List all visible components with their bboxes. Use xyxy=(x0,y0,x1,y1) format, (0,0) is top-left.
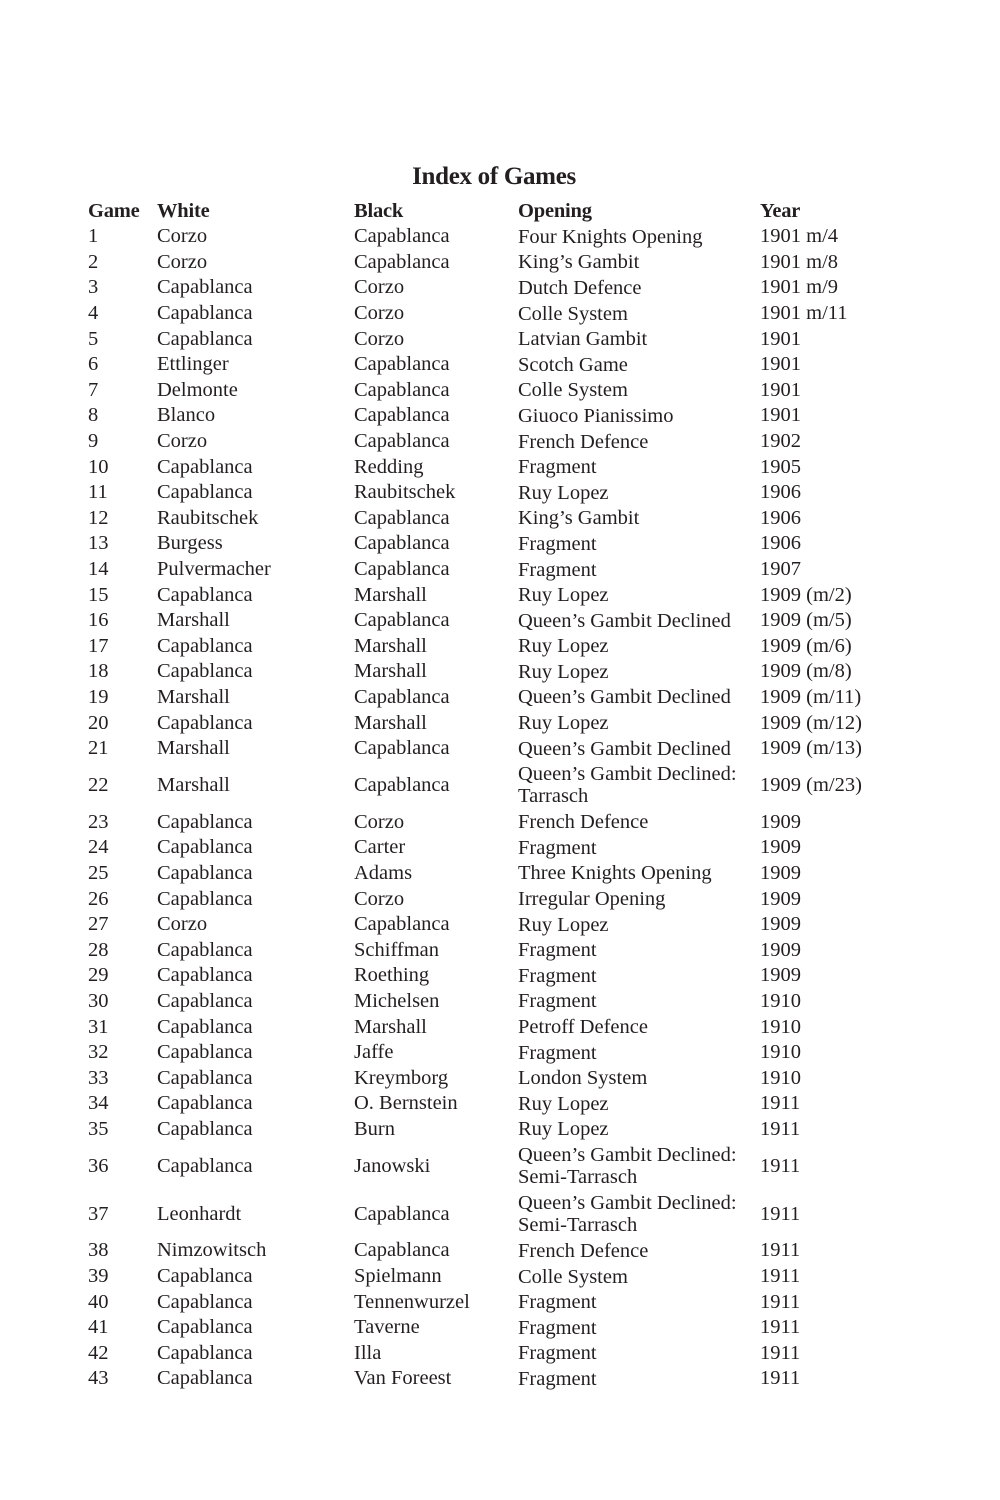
cell-black: Capablanca xyxy=(354,225,450,248)
cell-year: 1911 xyxy=(760,1202,801,1225)
cell-game: 8 xyxy=(88,404,99,427)
table-row xyxy=(88,912,890,938)
cell-opening: Colle System xyxy=(518,302,628,325)
cell-year: 1901 m/11 xyxy=(760,302,848,325)
cell-white: Marshall xyxy=(157,773,230,796)
cell-opening: Four Knights Opening xyxy=(518,225,703,248)
cell-white: Pulvermacher xyxy=(157,558,271,581)
cell-black: Kreymborg xyxy=(354,1066,449,1089)
table-row xyxy=(88,531,890,557)
cell-white: Capablanca xyxy=(157,660,253,683)
cell-white: Leonhardt xyxy=(157,1202,242,1225)
cell-opening: Fragment xyxy=(518,532,597,555)
table-row xyxy=(88,761,890,809)
cell-white: Capablanca xyxy=(157,583,253,606)
cell-year: 1911 xyxy=(760,1154,801,1177)
cell-opening: Queen’s Gambit Declined: Tarrasch xyxy=(518,763,737,808)
cell-opening: Fragment xyxy=(518,939,597,962)
header-game: Game xyxy=(88,199,140,222)
cell-opening: Three Knights Opening xyxy=(518,862,712,885)
cell-game: 17 xyxy=(88,634,109,657)
cell-game: 26 xyxy=(88,887,109,910)
cell-opening: Ruy Lopez xyxy=(518,712,609,735)
games-table-body xyxy=(88,224,890,1392)
cell-opening: Dutch Defence xyxy=(518,276,642,299)
cell-white: Capablanca xyxy=(157,276,253,299)
table-row xyxy=(88,1238,890,1264)
cell-opening: Scotch Game xyxy=(518,353,628,376)
cell-black: Adams xyxy=(354,861,413,884)
table-row xyxy=(88,710,890,736)
cell-opening: Irregular Opening xyxy=(518,888,666,911)
table-row xyxy=(88,659,890,685)
cell-year: 1909 xyxy=(760,836,801,859)
table-row xyxy=(88,1117,890,1143)
table-row xyxy=(88,1190,890,1238)
cell-game: 30 xyxy=(88,989,109,1012)
cell-year: 1909 (m/13) xyxy=(760,737,862,760)
cell-year: 1906 xyxy=(760,532,801,555)
cell-opening: Queen’s Gambit Declined: Semi-Tarrasch xyxy=(518,1192,737,1237)
cell-black: Burn xyxy=(354,1117,395,1140)
cell-white: Capablanca xyxy=(157,861,253,884)
cell-black: Van Foreest xyxy=(354,1367,452,1390)
cell-opening: Fragment xyxy=(518,836,597,859)
cell-game: 40 xyxy=(88,1290,109,1313)
table-row xyxy=(88,1040,890,1066)
cell-game: 11 xyxy=(88,481,108,504)
cell-white: Nimzowitsch xyxy=(157,1239,267,1262)
cell-opening: Fragment xyxy=(518,1367,597,1390)
cell-white: Capablanca xyxy=(157,1290,253,1313)
cell-year: 1909 xyxy=(760,964,801,987)
cell-game: 4 xyxy=(88,302,99,325)
cell-year: 1911 xyxy=(760,1239,801,1262)
cell-game: 20 xyxy=(88,711,109,734)
cell-game: 41 xyxy=(88,1316,109,1339)
cell-year: 1901 xyxy=(760,404,801,427)
cell-game: 36 xyxy=(88,1154,109,1177)
cell-game: 24 xyxy=(88,836,109,859)
cell-year: 1909 xyxy=(760,810,801,833)
cell-opening: King’s Gambit xyxy=(518,251,640,274)
cell-white: Burgess xyxy=(157,532,223,555)
cell-opening: Giuoco Pianissimo xyxy=(518,404,674,427)
cell-black: Capablanca xyxy=(354,558,450,581)
cell-black: Janowski xyxy=(354,1154,431,1177)
cell-black: Marshall xyxy=(354,583,427,606)
cell-year: 1911 xyxy=(760,1265,801,1288)
cell-year: 1905 xyxy=(760,455,801,478)
cell-black: Capablanca xyxy=(354,609,450,632)
cell-year: 1909 (m/11) xyxy=(760,685,862,708)
cell-white: Capablanca xyxy=(157,481,253,504)
cell-black: Tennenwurzel xyxy=(354,1290,470,1313)
cell-black: Corzo xyxy=(354,887,405,910)
header-white: White xyxy=(157,199,210,222)
cell-white: Delmonte xyxy=(157,378,238,401)
table-row xyxy=(88,301,890,327)
cell-game: 10 xyxy=(88,455,109,478)
cell-white: Raubitschek xyxy=(157,506,259,529)
cell-black: Marshall xyxy=(354,1015,427,1038)
cell-white: Marshall xyxy=(157,685,230,708)
cell-game: 5 xyxy=(88,327,99,350)
cell-year: 1909 xyxy=(760,913,801,936)
table-row xyxy=(88,582,890,608)
cell-year: 1901 m/4 xyxy=(760,225,839,248)
cell-black: Taverne xyxy=(354,1316,420,1339)
cell-black: Michelsen xyxy=(354,989,440,1012)
cell-game: 2 xyxy=(88,250,99,273)
cell-white: Corzo xyxy=(157,913,208,936)
cell-year: 1909 xyxy=(760,938,801,961)
cell-black: Jaffe xyxy=(354,1041,394,1064)
cell-year: 1901 m/8 xyxy=(760,250,839,273)
cell-year: 1911 xyxy=(760,1092,801,1115)
cell-year: 1911 xyxy=(760,1316,801,1339)
cell-black: Capablanca xyxy=(354,506,450,529)
cell-white: Capablanca xyxy=(157,302,253,325)
cell-game: 3 xyxy=(88,276,99,299)
cell-game: 27 xyxy=(88,913,109,936)
cell-opening: French Defence xyxy=(518,430,649,453)
cell-white: Marshall xyxy=(157,737,230,760)
cell-black: Capablanca xyxy=(354,430,450,453)
cell-year: 1909 (m/12) xyxy=(760,711,862,734)
cell-black: Roething xyxy=(354,964,430,987)
cell-year: 1911 xyxy=(760,1290,801,1313)
cell-opening: Fragment xyxy=(518,990,597,1013)
cell-year: 1901 xyxy=(760,378,801,401)
cell-year: 1902 xyxy=(760,430,801,453)
cell-opening: Ruy Lopez xyxy=(518,1118,609,1141)
table-header-row xyxy=(88,198,890,224)
cell-opening: Ruy Lopez xyxy=(518,1092,609,1115)
cell-white: Capablanca xyxy=(157,1154,253,1177)
cell-year: 1906 xyxy=(760,481,801,504)
table-row xyxy=(88,1315,890,1341)
table-row xyxy=(88,1264,890,1290)
cell-black: Schiffman xyxy=(354,938,440,961)
table-row xyxy=(88,608,890,634)
cell-opening: French Defence xyxy=(518,1239,649,1262)
cell-white: Capablanca xyxy=(157,1015,253,1038)
cell-white: Marshall xyxy=(157,609,230,632)
cell-black: Carter xyxy=(354,836,406,859)
table-row xyxy=(88,1142,890,1190)
cell-white: Capablanca xyxy=(157,810,253,833)
table-row xyxy=(88,937,890,963)
cell-game: 39 xyxy=(88,1265,109,1288)
cell-game: 16 xyxy=(88,609,109,632)
cell-black: Capablanca xyxy=(354,353,450,376)
table-row xyxy=(88,685,890,711)
cell-white: Capablanca xyxy=(157,1092,253,1115)
cell-black: Capablanca xyxy=(354,913,450,936)
table-row xyxy=(88,736,890,762)
table-row xyxy=(88,224,890,250)
cell-year: 1901 m/9 xyxy=(760,276,839,299)
cell-opening: Fragment xyxy=(518,1291,597,1314)
cell-black: Capablanca xyxy=(354,737,450,760)
table-row xyxy=(88,557,890,583)
table-row xyxy=(88,403,890,429)
cell-white: Ettlinger xyxy=(157,353,229,376)
cell-year: 1911 xyxy=(760,1341,801,1364)
cell-white: Capablanca xyxy=(157,1341,253,1364)
cell-opening: Fragment xyxy=(518,558,597,581)
table-row xyxy=(88,506,890,532)
table-row xyxy=(88,326,890,352)
cell-opening: Queen’s Gambit Declined xyxy=(518,686,731,709)
cell-game: 34 xyxy=(88,1092,109,1115)
table-row xyxy=(88,1091,890,1117)
table-row xyxy=(88,429,890,455)
header-year: Year xyxy=(760,199,801,222)
cell-opening: Ruy Lopez xyxy=(518,481,609,504)
cell-opening: Latvian Gambit xyxy=(518,328,648,351)
cell-opening: Colle System xyxy=(518,379,628,402)
header-black: Black xyxy=(354,199,404,222)
cell-game: 9 xyxy=(88,430,99,453)
cell-game: 15 xyxy=(88,583,109,606)
cell-white: Capablanca xyxy=(157,711,253,734)
table-row xyxy=(88,861,890,887)
table-row xyxy=(88,480,890,506)
cell-year: 1909 (m/2) xyxy=(760,583,852,606)
cell-year: 1909 (m/8) xyxy=(760,660,852,683)
cell-white: Capablanca xyxy=(157,836,253,859)
cell-game: 33 xyxy=(88,1066,109,1089)
cell-white: Capablanca xyxy=(157,938,253,961)
cell-black: Capablanca xyxy=(354,773,450,796)
cell-white: Capablanca xyxy=(157,1316,253,1339)
cell-black: Marshall xyxy=(354,711,427,734)
cell-white: Capablanca xyxy=(157,634,253,657)
cell-black: Corzo xyxy=(354,276,405,299)
table-row xyxy=(88,378,890,404)
cell-black: Marshall xyxy=(354,660,427,683)
cell-white: Capablanca xyxy=(157,455,253,478)
cell-year: 1911 xyxy=(760,1367,801,1390)
table-row xyxy=(88,989,890,1015)
cell-black: Spielmann xyxy=(354,1265,442,1288)
cell-year: 1901 xyxy=(760,353,801,376)
cell-year: 1907 xyxy=(760,558,801,581)
cell-white: Corzo xyxy=(157,250,208,273)
table-row xyxy=(88,1065,890,1091)
table-row xyxy=(88,886,890,912)
cell-black: Corzo xyxy=(354,810,405,833)
cell-year: 1901 xyxy=(760,327,801,350)
cell-opening: Petroff Defence xyxy=(518,1016,648,1039)
table-row xyxy=(88,275,890,301)
table-row xyxy=(88,1289,890,1315)
cell-opening: Queen’s Gambit Declined xyxy=(518,737,731,760)
cell-game: 6 xyxy=(88,353,99,376)
cell-year: 1909 (m/5) xyxy=(760,609,852,632)
cell-game: 31 xyxy=(88,1015,109,1038)
cell-opening: Fragment xyxy=(518,964,597,987)
cell-black: Raubitschek xyxy=(354,481,456,504)
cell-black: Capablanca xyxy=(354,404,450,427)
cell-black: Corzo xyxy=(354,302,405,325)
cell-white: Capablanca xyxy=(157,1117,253,1140)
cell-white: Corzo xyxy=(157,430,208,453)
cell-opening: Fragment xyxy=(518,456,597,479)
cell-game: 25 xyxy=(88,861,109,884)
cell-black: O. Bernstein xyxy=(354,1092,458,1115)
cell-opening: Ruy Lopez xyxy=(518,584,609,607)
cell-opening: London System xyxy=(518,1067,648,1090)
cell-game: 12 xyxy=(88,506,109,529)
cell-black: Redding xyxy=(354,455,424,478)
cell-white: Capablanca xyxy=(157,1265,253,1288)
cell-game: 23 xyxy=(88,810,109,833)
cell-opening: King’s Gambit xyxy=(518,507,640,530)
cell-white: Capablanca xyxy=(157,1041,253,1064)
cell-year: 1910 xyxy=(760,989,801,1012)
cell-opening: Fragment xyxy=(518,1041,597,1064)
cell-black: Illa xyxy=(354,1341,382,1364)
table-row xyxy=(88,1014,890,1040)
cell-game: 32 xyxy=(88,1041,109,1064)
cell-white: Capablanca xyxy=(157,1367,253,1390)
cell-game: 22 xyxy=(88,773,109,796)
cell-game: 13 xyxy=(88,532,109,555)
header-opening: Opening xyxy=(518,199,592,222)
cell-game: 18 xyxy=(88,660,109,683)
table-row xyxy=(88,835,890,861)
cell-game: 14 xyxy=(88,558,109,581)
cell-game: 43 xyxy=(88,1367,109,1390)
table-row xyxy=(88,1366,890,1392)
cell-opening: Ruy Lopez xyxy=(518,635,609,658)
cell-black: Marshall xyxy=(354,634,427,657)
cell-year: 1909 (m/6) xyxy=(760,634,852,657)
cell-black: Capablanca xyxy=(354,378,450,401)
cell-white: Corzo xyxy=(157,225,208,248)
page-title: Index of Games xyxy=(412,162,576,190)
table-row xyxy=(88,250,890,276)
cell-opening: Fragment xyxy=(518,1342,597,1365)
cell-year: 1909 xyxy=(760,861,801,884)
table-row xyxy=(88,634,890,660)
cell-white: Capablanca xyxy=(157,964,253,987)
cell-black: Capablanca xyxy=(354,250,450,273)
cell-year: 1909 (m/23) xyxy=(760,773,862,796)
cell-year: 1906 xyxy=(760,506,801,529)
cell-year: 1910 xyxy=(760,1041,801,1064)
cell-white: Capablanca xyxy=(157,887,253,910)
table-row xyxy=(88,454,890,480)
cell-opening: Ruy Lopez xyxy=(518,660,609,683)
cell-opening: Queen’s Gambit Declined xyxy=(518,609,731,632)
cell-game: 21 xyxy=(88,737,109,760)
table-row xyxy=(88,1341,890,1367)
cell-black: Capablanca xyxy=(354,685,450,708)
cell-game: 35 xyxy=(88,1117,109,1140)
cell-year: 1909 xyxy=(760,887,801,910)
table-row xyxy=(88,352,890,378)
cell-black: Corzo xyxy=(354,327,405,350)
cell-year: 1910 xyxy=(760,1015,801,1038)
cell-white: Capablanca xyxy=(157,327,253,350)
cell-opening: Fragment xyxy=(518,1316,597,1339)
cell-game: 7 xyxy=(88,378,99,401)
cell-black: Capablanca xyxy=(354,1239,450,1262)
cell-year: 1911 xyxy=(760,1117,801,1140)
cell-black: Capablanca xyxy=(354,532,450,555)
cell-opening: Colle System xyxy=(518,1265,628,1288)
cell-game: 42 xyxy=(88,1341,109,1364)
cell-white: Blanco xyxy=(157,404,216,427)
cell-game: 1 xyxy=(88,225,99,248)
cell-game: 28 xyxy=(88,938,109,961)
cell-opening: French Defence xyxy=(518,811,649,834)
cell-black: Capablanca xyxy=(354,1202,450,1225)
cell-game: 29 xyxy=(88,964,109,987)
cell-white: Capablanca xyxy=(157,1066,253,1089)
cell-opening: Queen’s Gambit Declined: Semi-Tarrasch xyxy=(518,1144,737,1189)
cell-game: 19 xyxy=(88,685,109,708)
cell-white: Capablanca xyxy=(157,989,253,1012)
table-row xyxy=(88,963,890,989)
cell-opening: Ruy Lopez xyxy=(518,913,609,936)
cell-game: 37 xyxy=(88,1202,109,1225)
cell-game: 38 xyxy=(88,1239,109,1262)
games-index-table xyxy=(88,198,890,1392)
table-row xyxy=(88,809,890,835)
cell-year: 1910 xyxy=(760,1066,801,1089)
